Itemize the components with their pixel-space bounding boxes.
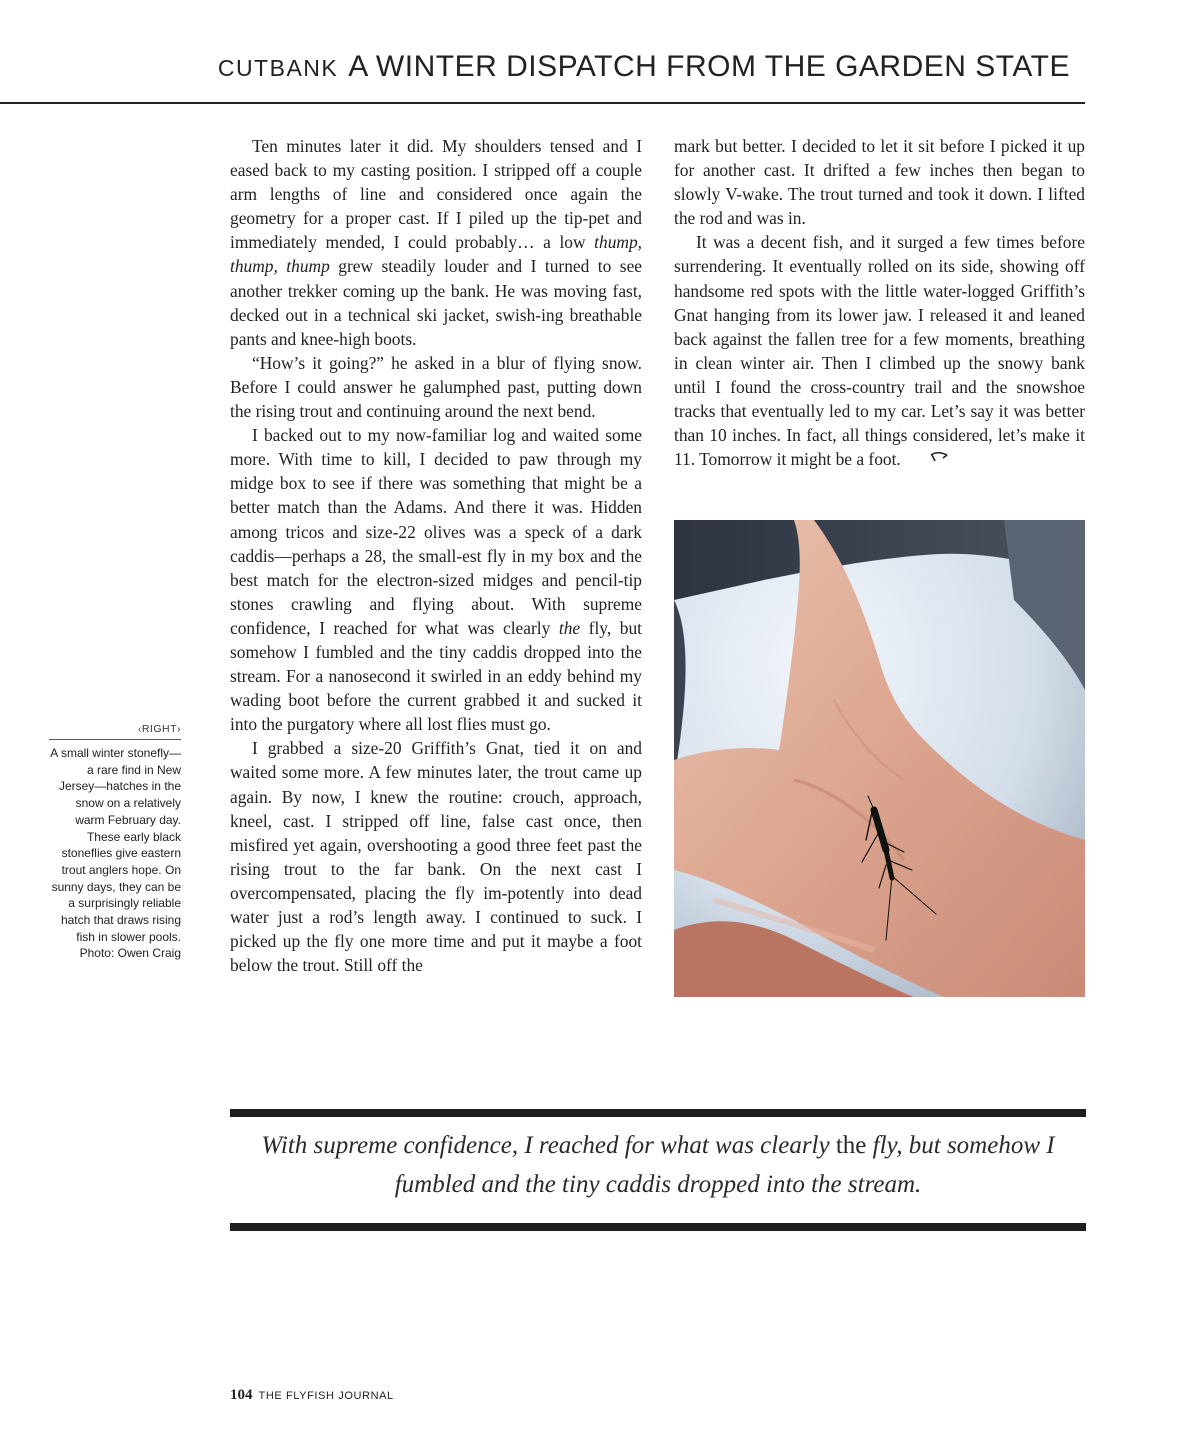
italic-text: the — [558, 617, 581, 638]
stonefly-photo — [674, 520, 1085, 997]
paragraph: mark but better. I decided to let it sit before I picked it up for another cast. It drifted a few inches then began to slowly V-wake. The trout turned and took it down. I lifted the rod and was in. — [674, 136, 1085, 229]
pull-quote-text: fly, but somehow I fumbled and the tiny caddis dropped into the stream. — [394, 1132, 1055, 1198]
paragraph: I grabbed a size-20 Griffith’s Gnat, tied it on and waited some more. A few minutes later, the trout came up again. By now, I knew the routine: crouch, approach, kneel, cast. I stripped off line, false cast once, then misfired yet again, overshooting a good three feet past the rising trout to the far bank. On the next cast I overcompensated, placing the fly im-potently into dead water just a rod’s length away. I continued to suck. I picked up the fly one more time and put it maybe a foot below the trout. Still off the — [230, 738, 642, 976]
paragraph-text: Ten minutes later it did. My shoulders tensed and I eased back to my casting position. I stripped off a couple arm lengths of line and considered once again the geometry for a proper cast. If I piled up the tip-pet and immediately mended, I could probably… a low — [230, 136, 642, 253]
fish-end-mark-icon — [907, 449, 949, 473]
pull-quote-text: With supreme confidence, I reached for what was clearly — [261, 1132, 836, 1159]
paragraph-text: grew steadily louder and I turned to see another trekker coming up the bank. He was moving fast, decked out in a technical ski jacket, swish-ing breathable pants and knee-high boots. — [230, 256, 643, 349]
page-number: 104 — [230, 1387, 253, 1403]
page-footer — [230, 1387, 394, 1404]
article-title: A WINTER DISPATCH FROM THE GARDEN STATE — [348, 50, 1070, 83]
paragraph — [674, 230, 1085, 473]
paragraph-text: I backed out to my now-familiar log and waited some more. With time to kill, I decided to paw through my midge box to see if there was something that might be a better match than the Adams. And there it was. Hidden among tricos and size-22 olives was a speck of a dark caddis—perhaps a 28, the small-est fly in my box and the best match for the electron-sized midges and pencil-tip stones crawling and flying about. With supreme confidence, I reached for what was clearly — [230, 425, 642, 638]
paragraph: “How’s it going?” he asked in a blur of flying snow. Before I could answer he galumphed past, putting down the rising trout and continuing around the next bend. — [230, 352, 642, 422]
paragraph — [230, 423, 642, 736]
caption-tag — [49, 723, 181, 740]
italic-text: thump, thump, thump — [230, 232, 642, 277]
pull-quote-bottom-rule — [230, 1223, 1086, 1231]
section-label: CUTBANK — [217, 55, 339, 81]
paragraph — [230, 134, 642, 351]
paragraph-text: It was a decent fish, and it surged a few times before surrendering. It eventually rolled on its side, showing off handsome red spots with the little water-logged Griffith’s Gnat hanging from its lower jaw. I released it and leaned back against the fallen tree for a few moments, breathing in clean winter air. Then I climbed up the snowy bank until I found the cross-country trail and the snowshoe tracks that eventually led to my car. Let’s say it was better than 10 inches. In fact, all things considered, let’s make it 11. Tomorrow it might be a foot. — [674, 232, 1085, 470]
caption-tag-label: RIGHT — [141, 723, 177, 735]
caption-text: A small winter stonefly—a rare find in New Jersey—hatches in the snow on a relatively warm February day. These early black stoneflies give eastern trout anglers hope. On sunny days, they can be a surprisingly reliable hatch that draws rising fish in slower pools. Photo: Owen Craig — [50, 746, 181, 961]
right-bracket-icon: › — [177, 723, 181, 735]
paragraph-text: fly, but somehow I fumbled and the tiny caddis dropped into the stream. For a nanosecond it swirled in an eddy behind my wading boot before the current grabbed it and sucked it into the purgatory where all lost flies must go. — [230, 617, 642, 735]
body-column-right — [674, 134, 1085, 473]
publication-name: THE FLYFISH JOURNAL — [258, 1390, 394, 1402]
pull-quote-roman: the — [835, 1132, 867, 1159]
pull-quote-top-rule — [230, 1109, 1086, 1117]
left-bracket-icon: ‹ — [137, 723, 142, 735]
body-column-left — [230, 134, 642, 977]
pull-quote — [230, 1126, 1086, 1204]
photo-caption — [49, 723, 181, 962]
page-header — [0, 50, 1085, 104]
